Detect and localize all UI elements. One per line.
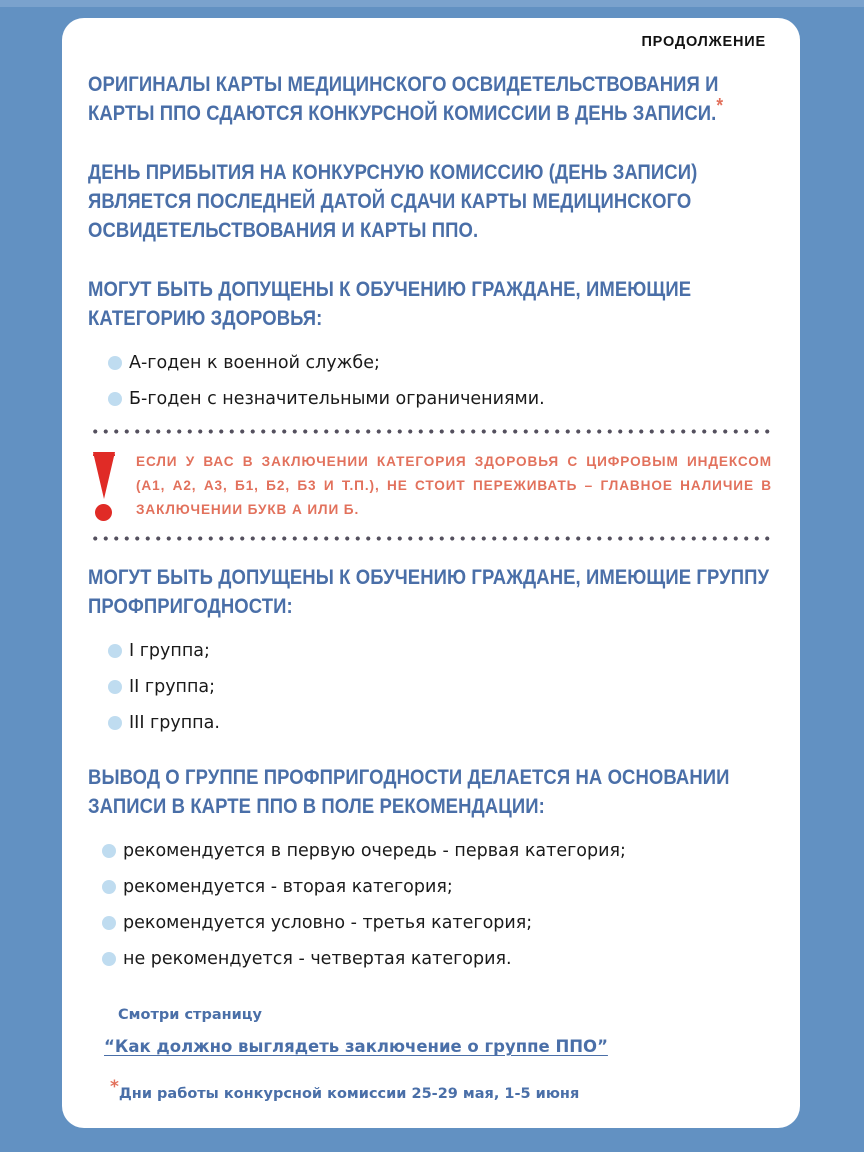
list-item (102, 869, 774, 905)
list-item-label: III группа. (129, 713, 220, 733)
list-item (108, 705, 774, 741)
continuation-label: ПРОДОЛЖЕНИЕ (641, 34, 766, 50)
warning-paragraph: ЕСЛИ У ВАС В ЗАКЛЮЧЕНИИ КАТЕГОРИЯ ЗДОРОВЬЯ С ЦИФРОВЫМ ИНДЕКСОМ (А1, А2, А3, Б1, Б2, Б3 И Т.П.), НЕ СТОИТ ПЕРЕЖИВАТЬ – ГЛАВНОЕ НАЛИЧИЕ В ЗАКЛЮЧЕНИИ БУКВ А ИЛИ Б. (136, 454, 772, 517)
health-category-list (108, 345, 774, 417)
fitness-group-list (108, 633, 774, 741)
spacer (88, 417, 774, 429)
spacer (88, 821, 774, 833)
info-card (62, 18, 800, 1128)
list-item-label: рекомендуется условно - третья категория; (123, 913, 533, 933)
list-item-label: А-годен к военной службе; (129, 353, 380, 373)
list-item (102, 833, 774, 869)
page-reference-link[interactable]: “Как должно выглядеть заключение о группе ППО” (104, 1037, 608, 1056)
heading-arrival-day: ДЕНЬ ПРИБЫТИЯ НА КОНКУРСНУЮ КОМИССИЮ (ДЕНЬ ЗАПИСИ) ЯВЛЯЕТСЯ ПОСЛЕДНЕЙ ДАТОЙ СДАЧИ КАРТЫ МЕДИЦИНСКОГО ОСВИДЕТЕЛЬСТВОВАНИЯ И КАРТЫ ППО. (88, 160, 698, 242)
top-accent-strip (0, 0, 864, 7)
bullet-dot-icon (108, 356, 122, 370)
list-item-label: не рекомендуется - четвертая категория. (123, 949, 512, 969)
heading-fitness-group: МОГУТ БЫТЬ ДОПУЩЕНЫ К ОБУЧЕНИЮ ГРАЖДАНЕ, ИМЕЮЩИЕ ГРУППУ ПРОФПРИГОДНОСТИ: (88, 565, 770, 618)
bullet-dot-icon (102, 916, 116, 930)
exclamation-bar (93, 452, 115, 499)
bullet-dot-icon (108, 392, 122, 406)
exclamation-dot (95, 504, 112, 521)
bullet-dot-icon (102, 844, 116, 858)
bullet-dot-icon (108, 716, 122, 730)
list-item-label: рекомендуется - вторая категория; (123, 877, 453, 897)
spacer (88, 333, 774, 345)
bullet-dot-icon (102, 952, 116, 966)
footnote-asterisk: * (110, 1077, 119, 1098)
spacer (88, 128, 774, 158)
spacer (88, 245, 774, 275)
bullet-dot-icon (102, 880, 116, 894)
asterisk-marker: * (716, 94, 724, 117)
heading-1-wrapper (88, 70, 774, 128)
list-item (102, 905, 774, 941)
bullet-dot-icon (108, 644, 122, 658)
list-item (108, 345, 774, 381)
heading-1-text: ОРИГИНАЛЫ КАРТЫ МЕДИЦИНСКОГО ОСВИДЕТЕЛЬСТВОВАНИЯ И КАРТЫ ППО СДАЮТСЯ КОНКУРСНОЙ КОМИССИИ В ДЕНЬ ЗАПИСИ. (88, 72, 719, 125)
warning-block (88, 434, 774, 536)
heading-originals-submission (88, 70, 772, 128)
list-item (108, 381, 774, 417)
list-item-label: I группа; (129, 641, 210, 661)
see-page-label: Смотри страницу (118, 1007, 262, 1023)
heading-health-category: МОГУТ БЫТЬ ДОПУЩЕНЫ К ОБУЧЕНИЮ ГРАЖДАНЕ, ИМЕЮЩИЕ КАТЕГОРИЮ ЗДОРОВЬЯ: (88, 277, 692, 330)
list-item (108, 669, 774, 705)
warning-text (136, 450, 774, 522)
heading-conclusion-basis: ВЫВОД О ГРУППЕ ПРОФПРИГОДНОСТИ ДЕЛАЕТСЯ НА ОСНОВАНИИ ЗАПИСИ В КАРТЕ ППО В ПОЛЕ РЕКОМЕНДАЦИИ: (88, 765, 730, 818)
spacer (88, 741, 774, 763)
spacer (88, 541, 774, 563)
recommendation-list (102, 833, 774, 977)
list-item-label: рекомендуется в первую очередь - первая категория; (123, 841, 626, 861)
spacer (88, 621, 774, 633)
bullet-dot-icon (108, 680, 122, 694)
footnote (110, 1077, 580, 1102)
list-item-label: II группа; (129, 677, 216, 697)
list-item (108, 633, 774, 669)
spacer (88, 977, 774, 1007)
list-item-label: Б-годен с незначительными ограничениями. (129, 389, 545, 409)
content-area (88, 70, 774, 1057)
exclamation-mark-icon (90, 452, 120, 518)
footnote-text: Дни работы конкурсной комиссии 25-29 мая, 1-5 июня (118, 1086, 580, 1102)
list-item (102, 941, 774, 977)
